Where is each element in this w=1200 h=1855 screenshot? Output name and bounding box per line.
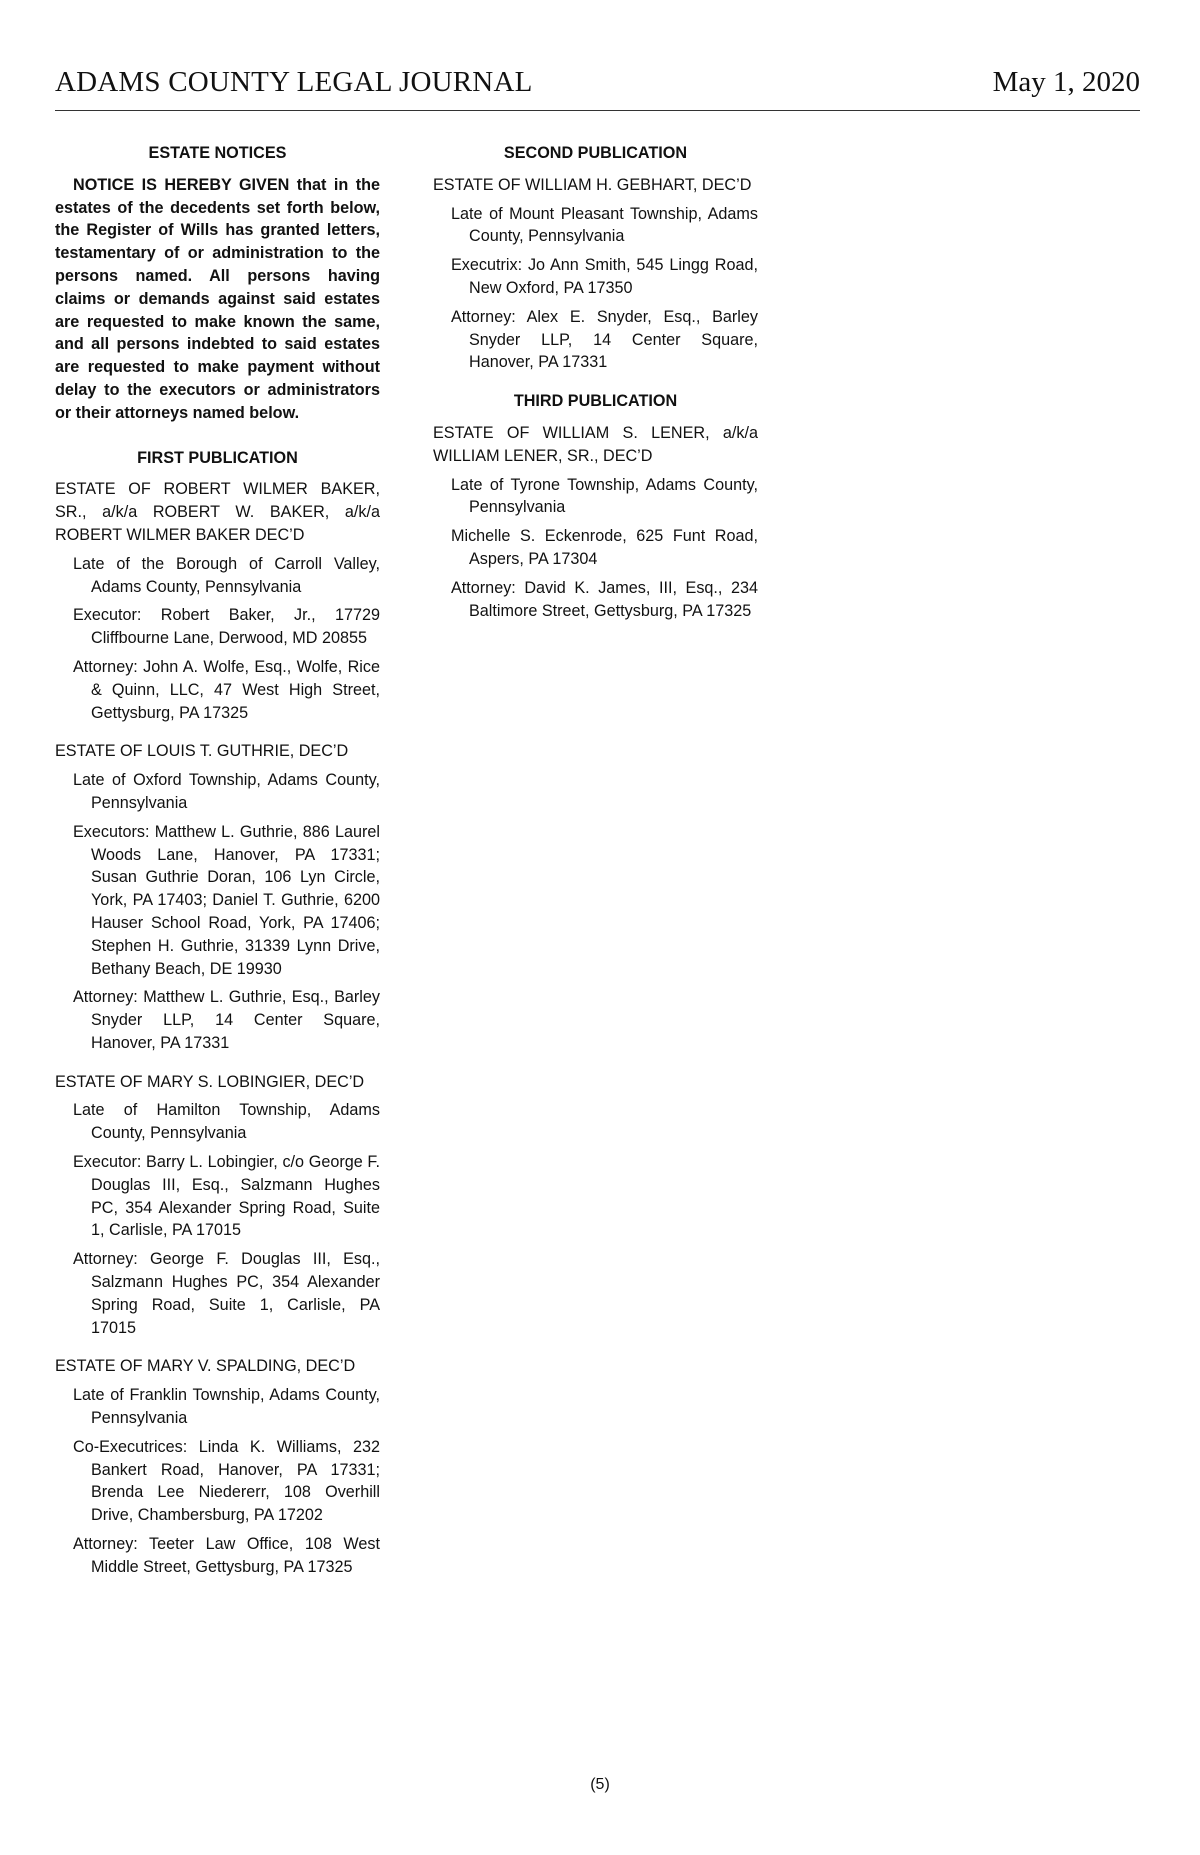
third-publication-title: THIRD PUBLICATION	[513, 392, 678, 411]
estate-executor: Executor: Barry L. Lobingier, c/o George F. Douglas III, Esq., Salzmann Hughes PC, 354 Alexander Spring Road, Suite 1, Carlisle, PA 17015	[73, 1153, 380, 1240]
estate-name: ESTATE OF LOUIS T. GUTHRIE, DEC’D	[55, 742, 349, 761]
estate-name: ESTATE OF MARY V. SPALDING, DEC’D	[55, 1357, 356, 1376]
estate-attorney: Attorney: Teeter Law Office, 108 West Middle Street, Gettysburg, PA 17325	[73, 1535, 380, 1576]
first-publication-title: FIRST PUBLICATION	[137, 448, 298, 467]
estate-entry	[433, 422, 758, 622]
left-column	[55, 142, 380, 1595]
issue-date: May 1, 2020	[992, 66, 1140, 98]
estate-residence: Late of the Borough of Carroll Valley, Adams County, Pennsylvania	[73, 554, 380, 596]
estate-residence: Late of Franklin Township, Adams County, Pennsylvania	[73, 1386, 380, 1428]
estate-attorney: Attorney: George F. Douglas III, Esq., Salzmann Hughes PC, 354 Alexander Spring Road, Suite 1, Carlisle, PA 17015	[73, 1250, 380, 1337]
right-column	[433, 142, 758, 638]
estate-entry	[55, 1355, 380, 1578]
estate-executor: Executor: Robert Baker, Jr., 17729 Cliffbourne Lane, Derwood, MD 20855	[73, 606, 380, 648]
estate-attorney: Attorney: David K. James, III, Esq., 234 Baltimore Street, Gettysburg, PA 17325	[451, 578, 758, 620]
estate-executor: Executrix: Jo Ann Smith, 545 Lingg Road, New Oxford, PA 17350	[451, 256, 758, 297]
estate-attorney: Attorney: John A. Wolfe, Esq., Wolfe, Rice & Quinn, LLC, 47 West High Street, Gettysburg, PA 17325	[73, 657, 380, 722]
journal-title: ADAMS COUNTY LEGAL JOURNAL	[55, 66, 533, 98]
estate-name: ESTATE OF WILLIAM H. GEBHART, DEC’D	[433, 175, 752, 194]
estate-residence: Late of Tyrone Township, Adams County, Pennsylvania	[451, 475, 758, 517]
estate-residence: Late of Oxford Township, Adams County, Pennsylvania	[73, 771, 380, 812]
estate-entry	[55, 1071, 380, 1340]
estate-residence: Late of Mount Pleasant Township, Adams County, Pennsylvania	[451, 204, 758, 246]
estate-attorney: Attorney: Alex E. Snyder, Esq., Barley Snyder LLP, 14 Center Square, Hanover, PA 17331	[451, 307, 758, 372]
estate-executor: Michelle S. Eckenrode, 625 Funt Road, Aspers, PA 17304	[451, 527, 758, 568]
estate-executor: Co-Executrices: Linda K. Williams, 232 Bankert Road, Hanover, PA 17331; Brenda Lee Niedererr, 108 Overhill Drive, Chambersburg, PA 17202	[73, 1437, 380, 1525]
estate-name: ESTATE OF WILLIAM S. LENER, a/k/a WILLIAM LENER, SR., DEC’D	[433, 423, 758, 465]
estate-entry	[55, 478, 380, 724]
estate-entry	[55, 740, 380, 1054]
estate-attorney: Attorney: Matthew L. Guthrie, Esq., Barley Snyder LLP, 14 Center Square, Hanover, PA 17331	[73, 988, 380, 1052]
page-header	[55, 66, 1140, 111]
estate-entry	[433, 174, 758, 374]
estate-residence: Late of Hamilton Township, Adams County, Pennsylvania	[73, 1101, 380, 1143]
estate-notices-title: ESTATE NOTICES	[148, 144, 287, 162]
page-number: (5)	[590, 1776, 610, 1793]
estate-executor: Executors: Matthew L. Guthrie, 886 Laurel Woods Lane, Hanover, PA 17331; Susan Guthrie Doran, 106 Lyn Circle, York, PA 17403; Daniel T. Guthrie, 6200 Hauser School Road, York, PA 17406; Stephen H. Guthrie, 31339 Lynn Drive, Bethany Beach, DE 19930	[73, 822, 380, 978]
second-publication-title: SECOND PUBLICATION	[503, 144, 688, 162]
estate-notices-intro: NOTICE IS HEREBY GIVEN that in the estates of the decedents set forth below, the Register of Wills has granted letters, testamentary of or administration to the persons named. All persons having claims or demands against said estates are requested to make known the same, and all persons indebted to said estates are requested to make payment without delay to the executors or administrators or their attorneys named below.	[55, 175, 380, 422]
estate-name: ESTATE OF MARY S. LOBINGIER, DEC’D	[55, 1072, 365, 1091]
estate-name: ESTATE OF ROBERT WILMER BAKER, SR., a/k/a ROBERT W. BAKER, a/k/a ROBERT WILMER BAKER DEC’D	[55, 480, 380, 544]
